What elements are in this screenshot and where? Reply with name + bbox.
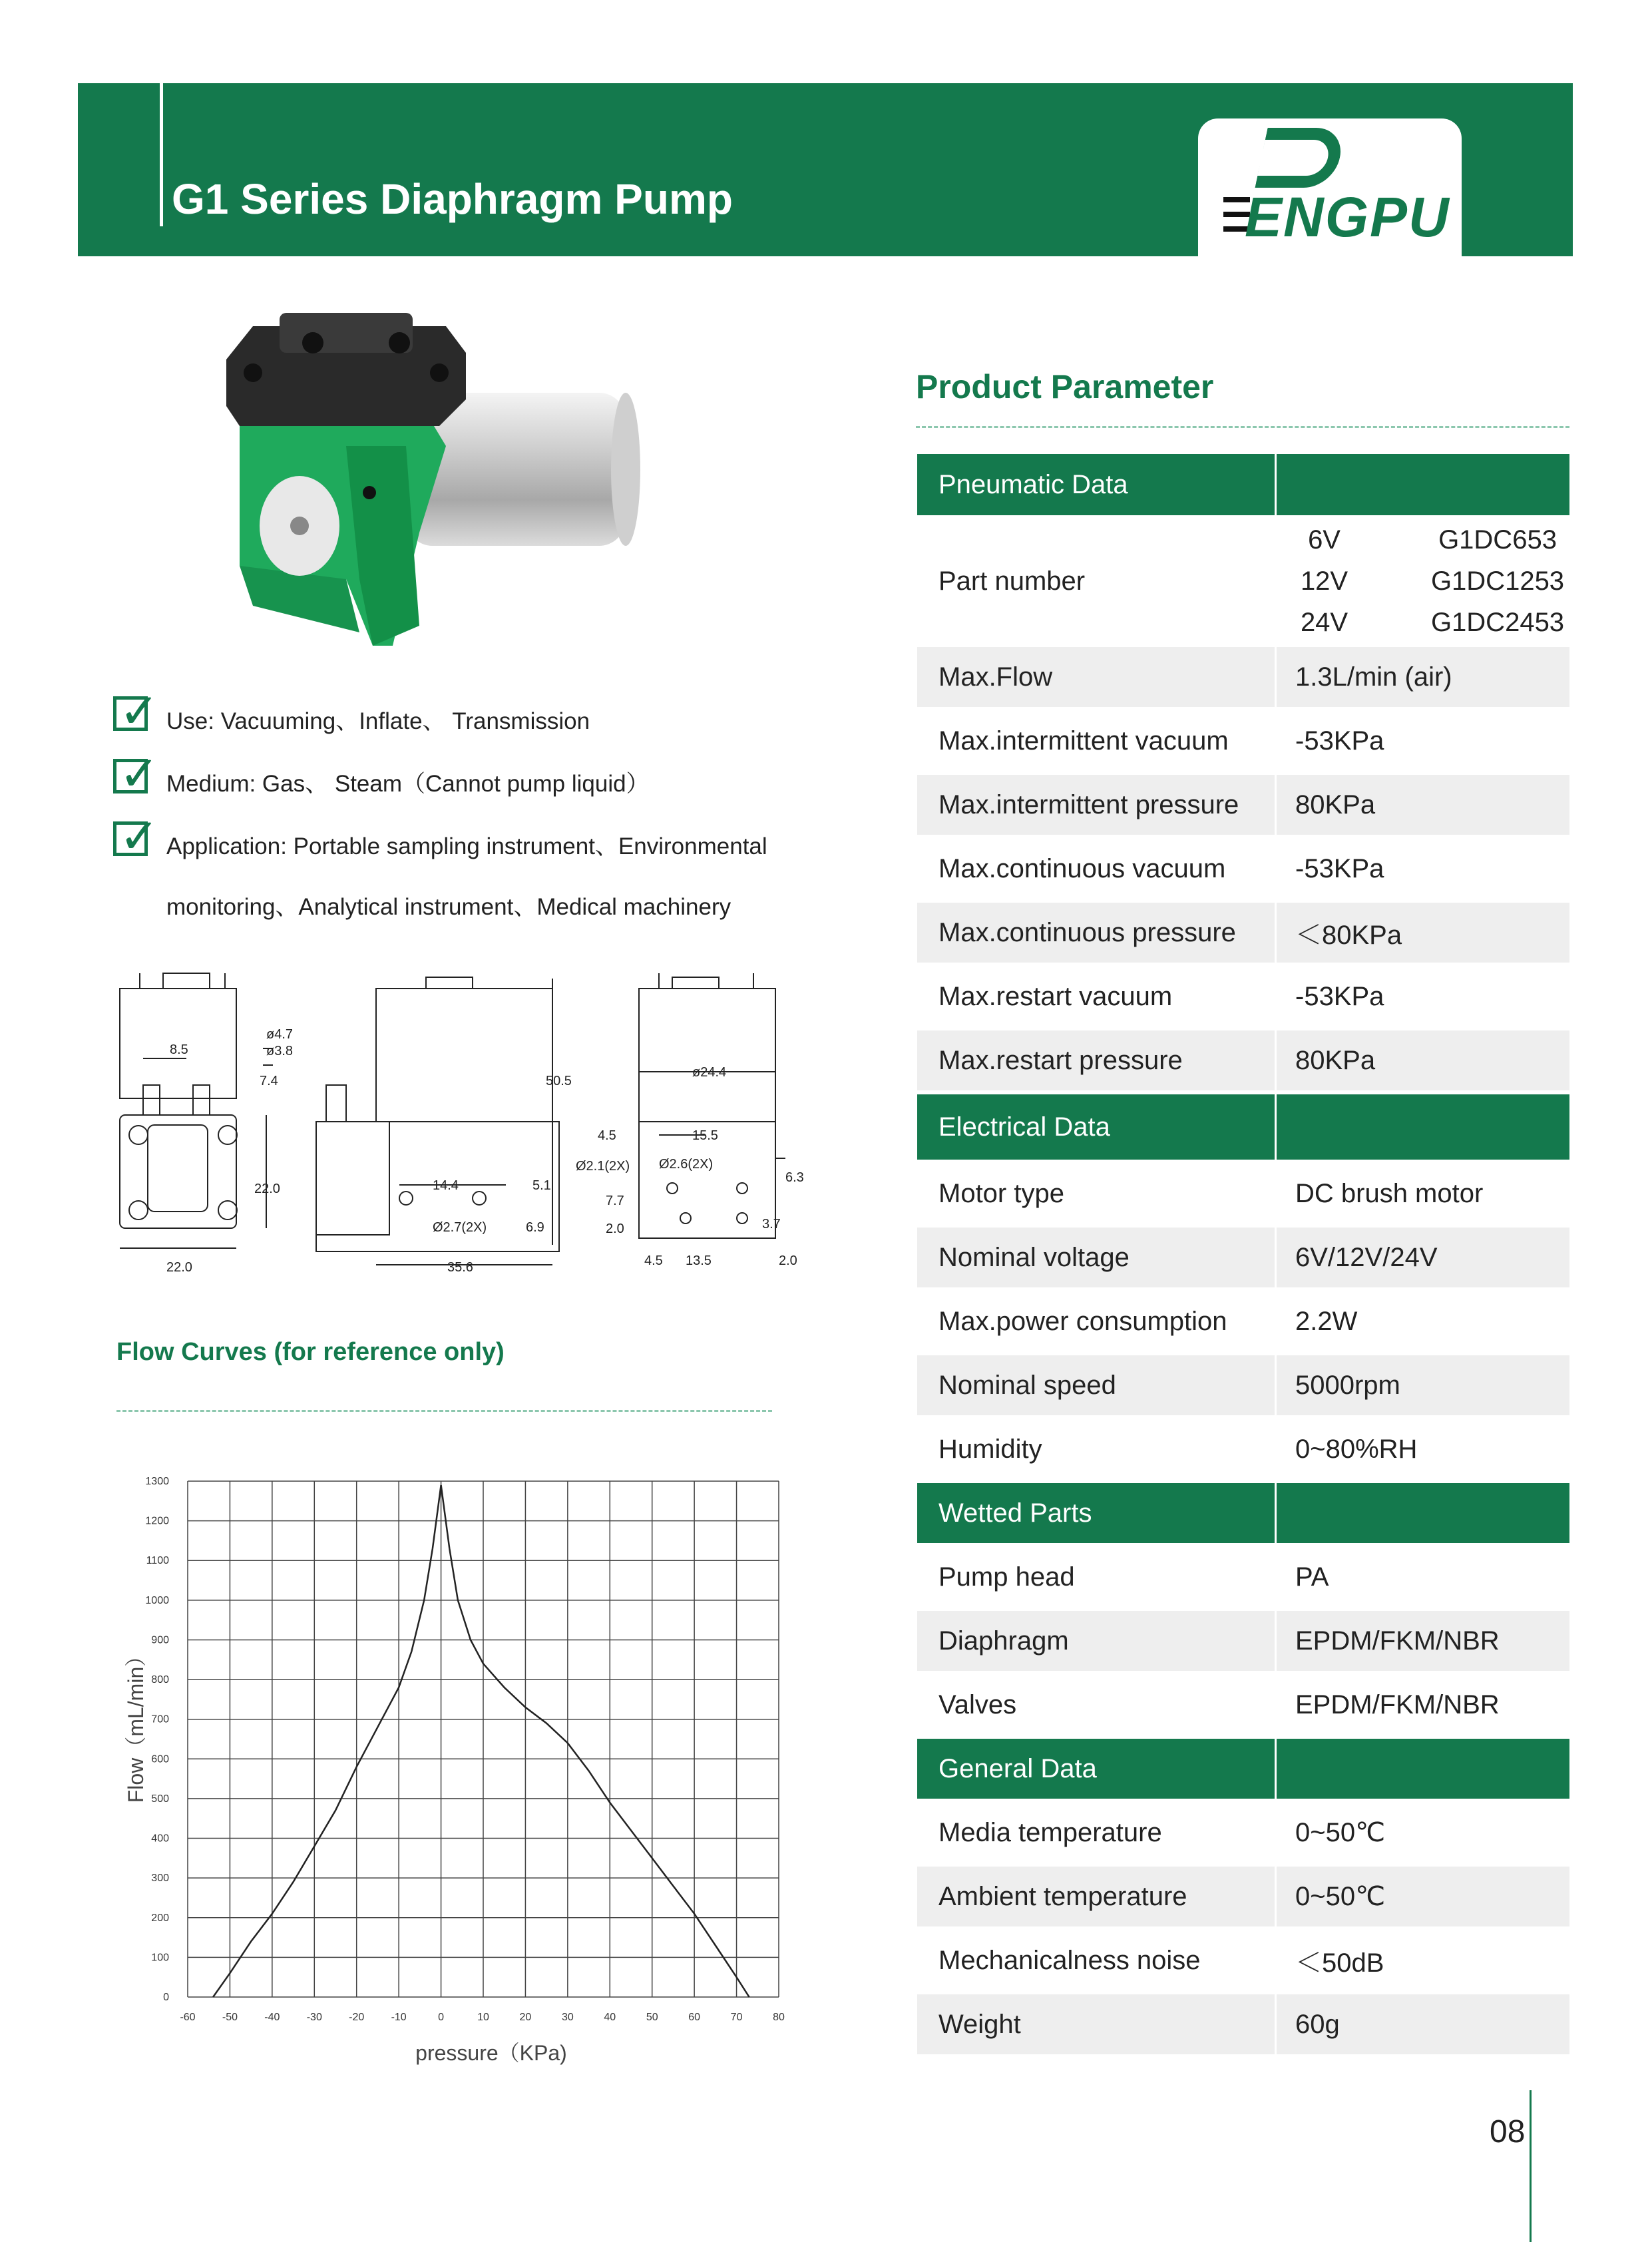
chart-y-tick-label: 700 bbox=[151, 1713, 169, 1725]
chart-x-tick-label: -30 bbox=[306, 2012, 322, 2023]
dim-label: 22.0 bbox=[254, 1182, 280, 1196]
feature-text: Medium: Gas、 Steam（Cannot pump liquid） bbox=[166, 771, 650, 797]
table-row bbox=[917, 1803, 1569, 1867]
dim-label: 13.5 bbox=[686, 1253, 712, 1268]
part-number-item bbox=[1301, 602, 1564, 643]
chart-y-tick-label: 1200 bbox=[145, 1515, 169, 1527]
row-label: Media temperature bbox=[917, 1803, 1277, 1863]
chart-x-tick-label: 60 bbox=[688, 2012, 701, 2023]
table-row bbox=[917, 1419, 1569, 1483]
row-value: -53KPa bbox=[1295, 853, 1384, 883]
section-header-empty bbox=[1277, 1483, 1569, 1543]
feature-list bbox=[113, 685, 812, 880]
row-label: Weight bbox=[917, 1994, 1277, 2054]
row-value: 0~80%RH bbox=[1295, 1434, 1418, 1464]
row-value: EPDM/FKM/NBR bbox=[1295, 1626, 1500, 1656]
table-row bbox=[917, 903, 1569, 967]
chart-x-tick-label: 0 bbox=[438, 2012, 445, 2023]
page-number: 08 bbox=[1490, 2114, 1526, 2149]
header-divider bbox=[160, 83, 163, 226]
chart-grid bbox=[188, 1481, 779, 1997]
table-section-header bbox=[917, 1094, 1569, 1164]
section-header-label: General Data bbox=[917, 1739, 1277, 1799]
chart-y-tick-label: 600 bbox=[151, 1753, 169, 1765]
flow-curve-line bbox=[213, 1485, 749, 1997]
table-row bbox=[917, 1291, 1569, 1355]
table-section-header bbox=[917, 1739, 1569, 1803]
chart-x-tick-label: 50 bbox=[646, 2012, 658, 2023]
check-icon: ✓ bbox=[119, 685, 160, 738]
table-row bbox=[917, 1867, 1569, 1930]
dim-label: 15.5 bbox=[692, 1128, 718, 1143]
row-label: Max.continuous vacuum bbox=[917, 839, 1277, 899]
table-row bbox=[917, 1611, 1569, 1675]
row-value: PA bbox=[1295, 1562, 1329, 1592]
row-value: 80KPa bbox=[1295, 789, 1376, 819]
chart-x-tick-label: 30 bbox=[561, 2012, 574, 2023]
chart-y-tick-label: 400 bbox=[151, 1833, 169, 1845]
check-icon: ✓ bbox=[119, 748, 160, 801]
part-model: G1DC2453 bbox=[1430, 607, 1565, 637]
row-value: ＜50dB bbox=[1295, 1948, 1384, 1978]
dim-label: 8.5 bbox=[170, 1042, 188, 1057]
wetted-rows bbox=[917, 1547, 1569, 1739]
logo-text: ENGPU bbox=[1245, 186, 1450, 248]
flow-section-divider bbox=[116, 1410, 772, 1412]
row-label: Valves bbox=[917, 1675, 1277, 1735]
table-section-header bbox=[917, 454, 1569, 519]
chart-x-tick-label: 20 bbox=[519, 2012, 532, 2023]
chart-x-tick-label: -50 bbox=[222, 2012, 238, 2023]
dim-label: 35.6 bbox=[447, 1260, 473, 1275]
dim-label: 50.5 bbox=[546, 1074, 572, 1088]
chart-y-tick-label: 1000 bbox=[145, 1594, 169, 1606]
dim-label: 7.4 bbox=[260, 1074, 278, 1088]
row-value: -53KPa bbox=[1295, 981, 1384, 1011]
dim-label: 3.7 bbox=[762, 1217, 781, 1232]
feature-item bbox=[113, 748, 812, 817]
section-header-empty bbox=[1277, 1739, 1569, 1799]
logo-d-mark bbox=[1255, 128, 1346, 188]
param-section-divider bbox=[916, 426, 1569, 428]
chart-x-tick-label: -60 bbox=[180, 2012, 196, 2023]
checkbox-icon bbox=[113, 748, 160, 801]
page-title: G1 Series Diaphragm Pump bbox=[172, 175, 733, 223]
dim-label: 6.3 bbox=[785, 1170, 804, 1185]
row-label: Max.restart pressure bbox=[917, 1030, 1277, 1090]
feature-item bbox=[113, 685, 812, 755]
chart-y-tick-label: 300 bbox=[151, 1873, 169, 1885]
row-value: -53KPa bbox=[1295, 726, 1384, 756]
chart-y-tick-label: 800 bbox=[151, 1674, 169, 1686]
part-number-item bbox=[1301, 560, 1564, 602]
section-header-label: Wetted Parts bbox=[917, 1483, 1277, 1543]
param-section-title: Product Parameter bbox=[916, 368, 1214, 405]
table-row bbox=[917, 1228, 1569, 1291]
feature-text-continued: monitoring、Analytical instrument、Medical machinery bbox=[166, 894, 731, 920]
dim-label: 2.0 bbox=[779, 1253, 797, 1268]
dim-label: Ø2.7(2X) bbox=[433, 1220, 487, 1235]
row-value: EPDM/FKM/NBR bbox=[1295, 1689, 1500, 1719]
row-label: Max.Flow bbox=[917, 647, 1277, 707]
dim-label: 7.7 bbox=[606, 1194, 624, 1208]
dim-label: 4.5 bbox=[644, 1253, 663, 1268]
chart-x-tick-label: -10 bbox=[391, 2012, 407, 2023]
chart-y-tick-label: 0 bbox=[163, 1992, 169, 2003]
page-number-rule bbox=[1530, 2090, 1532, 2242]
row-label: Mechanicalness noise bbox=[917, 1930, 1277, 1990]
part-number-item bbox=[1308, 519, 1557, 560]
flow-section-title: Flow Curves (for reference only) bbox=[116, 1338, 505, 1366]
chart-y-tick-label: 1300 bbox=[145, 1476, 169, 1487]
pump-product-image bbox=[226, 313, 646, 646]
dim-label: ø3.8 bbox=[266, 1044, 294, 1058]
table-row bbox=[917, 839, 1569, 903]
chart-y-tick-label: 900 bbox=[151, 1634, 169, 1646]
dim-label: ø4.7 bbox=[266, 1027, 294, 1042]
row-value: 0~50℃ bbox=[1295, 1882, 1386, 1911]
chart-x-tick-label: -20 bbox=[349, 2012, 365, 2023]
chart-y-tick-label: 100 bbox=[151, 1952, 169, 1964]
chart-x-ticks bbox=[180, 2012, 785, 2023]
section-header-empty bbox=[1277, 454, 1569, 515]
feature-text: Use: Vacuuming、Inflate、 Transmission bbox=[166, 708, 590, 734]
table-row bbox=[917, 1675, 1569, 1739]
checkbox-icon bbox=[113, 685, 160, 738]
dim-label: 5.1 bbox=[532, 1178, 551, 1193]
table-row bbox=[917, 1994, 1569, 2058]
dim-label: 4.5 bbox=[598, 1128, 616, 1143]
dim-label: 14.4 bbox=[433, 1178, 459, 1193]
check-icon: ✓ bbox=[119, 810, 160, 863]
part-model: G1DC1253 bbox=[1430, 566, 1565, 596]
electrical-rows bbox=[917, 1164, 1569, 1483]
row-label: Ambient temperature bbox=[917, 1867, 1277, 1926]
dimension-drawings bbox=[106, 965, 812, 1285]
row-label: Max.continuous pressure bbox=[917, 903, 1277, 963]
table-row bbox=[917, 1930, 1569, 1994]
table-row bbox=[917, 1030, 1569, 1094]
dim-label: Ø2.1(2X) bbox=[576, 1159, 630, 1174]
row-label: Humidity bbox=[917, 1419, 1277, 1479]
table-row bbox=[917, 1355, 1569, 1419]
row-label: Max.restart vacuum bbox=[917, 967, 1277, 1026]
row-value: 6V/12V/24V bbox=[1295, 1242, 1438, 1272]
table-row bbox=[917, 1164, 1569, 1228]
table-row bbox=[917, 711, 1569, 775]
part-voltage: 6V bbox=[1308, 525, 1341, 555]
chart-x-tick-label: 70 bbox=[730, 2012, 743, 2023]
table-section-header bbox=[917, 1483, 1569, 1547]
chart-y-tick-label: 200 bbox=[151, 1912, 169, 1924]
chart-x-axis-label: pressure（KPa) bbox=[415, 2041, 567, 2065]
dim-label: 6.9 bbox=[526, 1220, 544, 1235]
row-value: 1.3L/min (air) bbox=[1295, 662, 1452, 692]
chart-y-ticks bbox=[145, 1476, 169, 2003]
dim-label: 2.0 bbox=[606, 1222, 624, 1236]
row-value: ＜80KPa bbox=[1295, 920, 1402, 950]
checkbox-icon bbox=[113, 810, 160, 863]
part-voltage: 24V bbox=[1300, 607, 1348, 637]
feature-text: Application: Portable sampling instrument、Environmental bbox=[166, 833, 767, 859]
table-row bbox=[917, 519, 1569, 647]
row-value: 80KPa bbox=[1295, 1045, 1376, 1075]
row-label: Max.intermittent pressure bbox=[917, 775, 1277, 835]
dim-label: 22.0 bbox=[166, 1260, 192, 1275]
chart-x-tick-label: -40 bbox=[264, 2012, 280, 2023]
chart-y-tick-label: 1100 bbox=[146, 1555, 169, 1567]
row-label: Nominal speed bbox=[917, 1355, 1277, 1415]
dim-label: ø24.4 bbox=[692, 1065, 727, 1080]
flow-curve-chart bbox=[113, 1458, 799, 2077]
chart-x-tick-label: 40 bbox=[604, 2012, 616, 2023]
row-label: Max.intermittent vacuum bbox=[917, 711, 1277, 771]
row-label: Max.power consumption bbox=[917, 1291, 1277, 1351]
table-row bbox=[917, 967, 1569, 1030]
general-rows bbox=[917, 1803, 1569, 2058]
feature-item bbox=[113, 810, 812, 880]
section-header-label: Pneumatic Data bbox=[917, 454, 1277, 515]
chart-y-tick-label: 500 bbox=[151, 1793, 169, 1805]
row-value: 5000rpm bbox=[1295, 1370, 1400, 1400]
row-value: 60g bbox=[1295, 2009, 1340, 2039]
table-row bbox=[917, 1547, 1569, 1611]
row-label: Nominal voltage bbox=[917, 1228, 1277, 1287]
part-number-list bbox=[1277, 519, 1569, 643]
row-value: 2.2W bbox=[1295, 1306, 1358, 1336]
row-value: DC brush motor bbox=[1295, 1178, 1484, 1208]
row-label: Part number bbox=[917, 519, 1277, 643]
chart-x-tick-label: 80 bbox=[773, 2012, 785, 2023]
dim-label: Ø2.6(2X) bbox=[659, 1157, 714, 1172]
section-header-label: Electrical Data bbox=[917, 1094, 1277, 1160]
row-label: Diaphragm bbox=[917, 1611, 1277, 1671]
part-model: G1DC653 bbox=[1438, 525, 1557, 555]
row-label: Motor type bbox=[917, 1164, 1277, 1224]
row-value: 0~50℃ bbox=[1295, 1818, 1386, 1847]
pneumatic-rows bbox=[917, 647, 1569, 1094]
table-row bbox=[917, 647, 1569, 711]
table-row bbox=[917, 775, 1569, 839]
section-header-empty bbox=[1277, 1094, 1569, 1160]
row-label: Pump head bbox=[917, 1547, 1277, 1607]
part-voltage: 12V bbox=[1300, 566, 1348, 596]
chart-y-axis-label: Flow（mL/min） bbox=[124, 1645, 148, 1803]
parameter-table bbox=[917, 454, 1569, 2058]
chart-x-tick-label: 10 bbox=[477, 2012, 489, 2023]
brand-logo bbox=[1198, 118, 1462, 256]
